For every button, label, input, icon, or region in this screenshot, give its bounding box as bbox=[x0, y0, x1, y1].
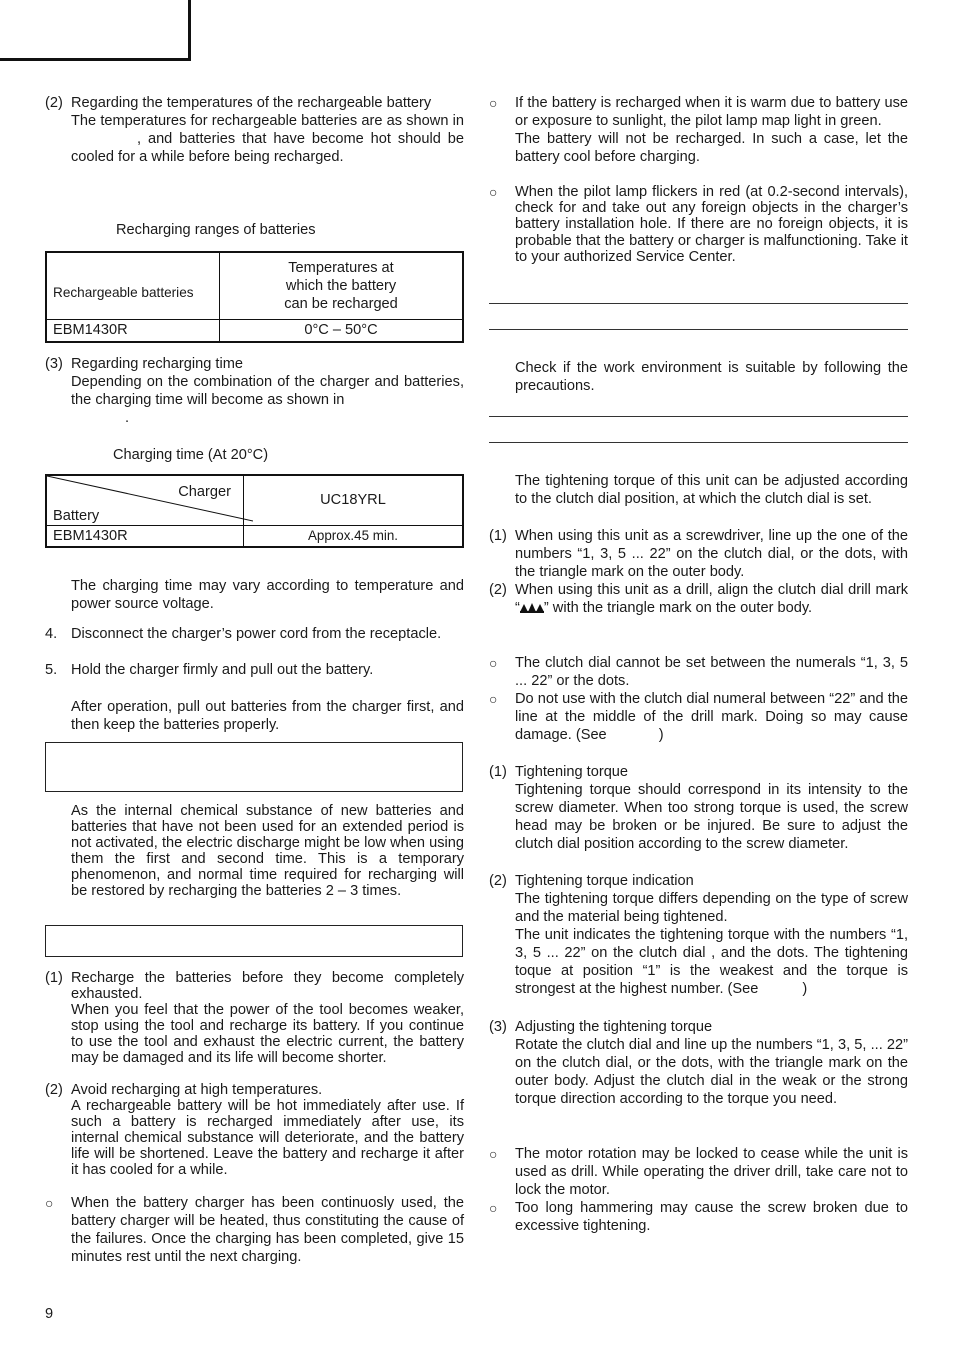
work-environment-text: Check if the work environment is suitable by following the precautions. bbox=[515, 360, 908, 394]
bullet-text: The battery will not be recharged. In such a case, let the battery cool before charging. bbox=[515, 131, 908, 165]
diagonal-header-cell bbox=[46, 475, 244, 525]
step-5 bbox=[45, 661, 464, 679]
torque-item-3 bbox=[489, 1018, 908, 1108]
section-rule bbox=[489, 442, 908, 443]
table2-caption: Charging time (At 20°C) bbox=[113, 447, 269, 463]
bullet-icon: ○ bbox=[489, 1146, 498, 1162]
bullet-icon: ○ bbox=[45, 1195, 54, 1211]
item-body: A rechargeable battery will be hot immediately after use. If such a battery is recharged immediately after use, its internal chemical substance will deteriorate, and the battery life will be shortened. Leave the battery and recharge it after it has cooled for a while. bbox=[71, 1098, 464, 1178]
item-title: Adjusting the tightening torque bbox=[515, 1019, 713, 1035]
item-body-end: . bbox=[125, 410, 130, 426]
item-number: (1) bbox=[45, 970, 63, 986]
care-item-2 bbox=[45, 1082, 464, 1178]
drill-mark-icon bbox=[520, 600, 544, 618]
step-text: Disconnect the charger’s power cord from the receptacle. bbox=[71, 626, 442, 642]
bullet-pilot-flicker bbox=[489, 184, 908, 265]
caution-text: The clutch dial cannot be set between the numerals “1, 3, 5 ... 22” or the dots. bbox=[515, 655, 908, 689]
note-charging-time: The charging time may vary according to temperature and power source voltage. bbox=[71, 578, 464, 612]
item-body: The temperatures for rechargeable batteries are as shown in, and batteries that have become hot should be cooled for a while before being recharged. bbox=[71, 113, 464, 165]
item-title: Regarding the temperatures of the rechargeable battery bbox=[71, 95, 432, 111]
table-header-cell: Rechargeable batteries bbox=[46, 252, 220, 319]
item-number: (2) bbox=[489, 873, 507, 889]
section-rule bbox=[489, 303, 908, 304]
torque-item-2 bbox=[489, 872, 908, 998]
table-header-cell: Temperatures at which the battery can be recharged bbox=[220, 252, 464, 319]
table-cell: Approx.45 min. bbox=[244, 525, 464, 547]
bullet-text: If the battery is recharged when it is warm due to battery use or exposure to sunlight, the pilot lamp map light in green. bbox=[515, 95, 908, 129]
left-item-3 bbox=[45, 355, 464, 427]
item-body: The tightening torque differs depending on the type of screw and the material being tightened. bbox=[515, 891, 908, 925]
heading-box bbox=[45, 742, 463, 792]
item-title: Regarding recharging time bbox=[71, 356, 243, 372]
item-number: (2) bbox=[45, 1082, 63, 1098]
torque-item-1 bbox=[489, 763, 908, 853]
charging-time-table bbox=[45, 474, 464, 548]
caution-charger bbox=[45, 1194, 464, 1266]
care-item-1 bbox=[45, 970, 464, 1066]
caution-motor bbox=[489, 1145, 908, 1199]
step-number: 5. bbox=[45, 662, 58, 678]
bullet-icon: ○ bbox=[489, 95, 498, 111]
bullet-warm-battery bbox=[489, 94, 908, 166]
section-rule bbox=[489, 329, 908, 330]
table1-caption: Recharging ranges of batteries bbox=[116, 222, 316, 238]
item-number: (2) bbox=[45, 95, 63, 111]
step-number: 4. bbox=[45, 626, 58, 642]
torque-intro: The tightening torque of this unit can be adjusted according to the clutch dial position, at which the clutch dial is set. bbox=[515, 473, 908, 507]
caution-text: When the battery charger has been continuosly used, the battery charger will be heated, thus constituting the cause of the failures. Once the charging has been completed, give 15 minutes rest until the next charging. bbox=[71, 1195, 464, 1265]
clutch-item-1 bbox=[489, 527, 908, 581]
caution-clutch-1 bbox=[489, 654, 908, 690]
table-cell: EBM1430R bbox=[46, 525, 244, 547]
item-title: Tightening torque indication bbox=[515, 873, 694, 889]
item-title: Recharge the batteries before they become completely exhausted. bbox=[71, 970, 464, 1002]
clutch-item-2 bbox=[489, 581, 908, 618]
section-rule bbox=[489, 416, 908, 417]
item-number: (1) bbox=[489, 764, 507, 780]
note-after-operation: After operation, pull out batteries from the charger first, and then keep the batteries properly. bbox=[71, 699, 464, 733]
bullet-icon: ○ bbox=[489, 1200, 498, 1216]
new-batteries-text: As the internal chemical substance of new batteries and batteries that have not been used for an extended period is not activated, the electric discharge might be low when using them the first and second time. This is a temporary phenomenon, and normal time required for recharging will be restored by recharging the batteries 2 – 3 times. bbox=[71, 803, 464, 899]
item-body: Depending on the combination of the charger and batteries, the charging time will become as shown in bbox=[71, 374, 464, 408]
item-text: When using this unit as a drill, align the clutch dial drill mark “ ” with the triangle mark on the outer body. bbox=[515, 582, 908, 616]
item-body: Rotate the clutch dial and line up the numbers “1, 3, 5, ... 22” on the clutch dial, or the dots, with the triangle mark on the outer body. Adjust the clutch dial in the weak or the strong torque direction according to the torque you need. bbox=[515, 1037, 908, 1107]
bullet-icon: ○ bbox=[489, 655, 498, 671]
heading-box bbox=[45, 925, 463, 957]
step-text: Hold the charger firmly and pull out the battery. bbox=[71, 662, 374, 678]
bullet-icon: ○ bbox=[489, 691, 498, 707]
item-number: (2) bbox=[489, 582, 507, 598]
item-number: (3) bbox=[489, 1019, 507, 1035]
caution-hammering bbox=[489, 1199, 908, 1235]
caution-text: Do not use with the clutch dial numeral between “22” and the line at the middle of the drill mark. Doing so may cause damage. (See ) bbox=[515, 691, 908, 743]
table-cell: EBM1430R bbox=[46, 319, 220, 342]
bullet-icon: ○ bbox=[489, 184, 498, 200]
item-title: Avoid recharging at high temperatures. bbox=[71, 1082, 323, 1098]
table-header-cell: UC18YRL bbox=[244, 475, 464, 525]
bullet-text: When the pilot lamp flickers in red (at 0.2-second intervals), check for and take out any foreign objects in the charger’s battery installation hole. If there are no foreign objects, it is probable that the battery or charger is malfunctioning. Take it to your authorized Service Center. bbox=[515, 184, 908, 265]
caution-text: Too long hammering may cause the screw broken due to excessive tightening. bbox=[515, 1200, 908, 1234]
left-item-2 bbox=[45, 94, 464, 166]
recharging-ranges-table bbox=[45, 251, 464, 343]
caution-clutch-2 bbox=[489, 690, 908, 744]
item-text: When using this unit as a screwdriver, line up the one of the numbers “1, 3, 5 ... 22” on the clutch dial, or the dots, with the triangle mark on the outer body. bbox=[515, 528, 908, 580]
caution-text: The motor rotation may be locked to cease while the unit is used as drill. While operating the driver drill, take care not to lock the motor. bbox=[515, 1146, 908, 1198]
page-corner-tab bbox=[0, 0, 191, 61]
item-body: When you feel that the power of the tool becomes weaker, stop using the tool and recharge its battery. If you continue to use the tool and exhaust the electric current, the battery may be damaged and its life will become shorter. bbox=[71, 1002, 464, 1066]
item-number: (3) bbox=[45, 356, 63, 372]
item-body: Tightening torque should correspond in its intensity to the screw diameter. When too strong torque is used, the screw head may be broken or be injured. Be sure to adjust the clutch dial position according to the screw diameter. bbox=[515, 782, 908, 852]
item-body: The unit indicates the tightening torque with the numbers “1, 3, 5 ... 22” on the clutch dial , and the dots. The tightening toque at position “1” is the weakest and the torque is strongest at the highest number. (See ) bbox=[515, 927, 908, 997]
page-number: 9 bbox=[45, 1306, 54, 1322]
item-title: Tightening torque bbox=[515, 764, 629, 780]
item-number: (1) bbox=[489, 528, 507, 544]
battery-label: Battery bbox=[53, 508, 100, 524]
step-4 bbox=[45, 625, 464, 643]
charger-label: Charger bbox=[178, 484, 231, 500]
table-cell: 0°C – 50°C bbox=[220, 319, 464, 342]
